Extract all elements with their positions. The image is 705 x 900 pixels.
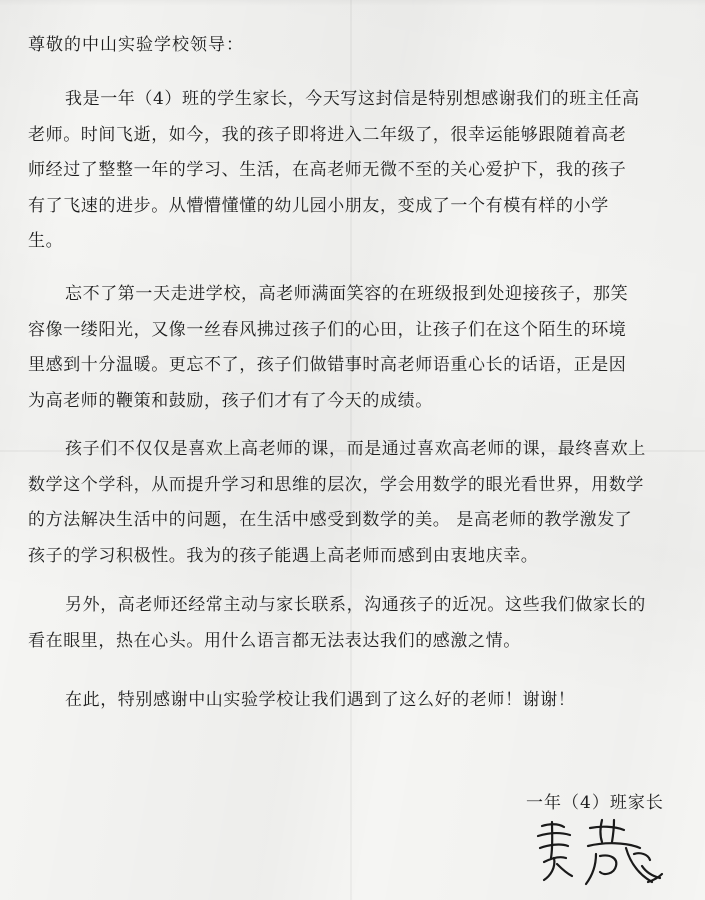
paragraph-line: 忘不了第一天走进学校，高老师满面笑容的在班级报到处迎接孩子，那笑 bbox=[65, 284, 629, 304]
paragraph-1 bbox=[28, 82, 668, 260]
paragraph-line: 里感到十分温暖。更忘不了，孩子们做错事时高老师语重心长的话语，正是因 bbox=[28, 355, 627, 375]
paragraph-2 bbox=[28, 277, 668, 419]
paragraph-line: 有了飞速的进步。从懵懵懂懂的幼儿园小朋友，变成了一个有模有样的小学 bbox=[28, 195, 609, 216]
paragraph-line: 的方法解决生活中的问题，在生活中感受到数学的美。 是高老师的教学激发了 bbox=[28, 510, 633, 530]
paragraph-line: 生。 bbox=[28, 231, 64, 251]
paragraph-line: 为高老师的鞭策和鼓励，孩子们才有了今天的成绩。 bbox=[28, 390, 433, 411]
paragraph-line: 我是一年（4）班的学生家长，今天写这封信是特别想感谢我们的班主任高 bbox=[65, 89, 640, 109]
paragraph-line: 老师。时间飞逝，如今，我的孩子即将进入二年级了，很幸运能够跟随着高老 bbox=[28, 124, 627, 145]
handwritten-signature-icon bbox=[530, 818, 670, 890]
paragraph-3 bbox=[28, 432, 668, 574]
paragraph-line: 数学这个学科，从而提升学习和思维的层次，学会用数学的眼光看世界，用数学 bbox=[28, 474, 644, 495]
paragraph-4 bbox=[28, 588, 668, 659]
paragraph-line: 容像一缕阳光，又像一丝春风拂过孩子们的心田，让孩子们在这个陌生的环境 bbox=[28, 319, 627, 340]
paragraph-5 bbox=[58, 683, 668, 719]
paragraph-line: 孩子的学习积极性。我为的孩子能遇上高老师而感到由衷地庆幸。 bbox=[28, 545, 539, 566]
paragraph-line: 孩子们不仅仅是喜欢上高老师的课，而是通过喜欢高老师的课，最终喜欢上 bbox=[65, 439, 646, 459]
paragraph-line: 另外，高老师还经常主动与家长联系，沟通孩子的近况。这些我们做家长的 bbox=[65, 595, 646, 615]
paragraph-line: 师经过了整整一年的学习、生活，在高老师无微不至的关心爱护下，我的孩子 bbox=[28, 160, 627, 180]
letter-salutation: 尊敬的中山实验学校领导： bbox=[28, 35, 244, 55]
letter-closing: 一年（4）班家长 bbox=[526, 793, 664, 813]
paragraph-line: 看在眼里，热在心头。用什么语言都无法表达我们的感激之情。 bbox=[28, 630, 521, 651]
paragraph-line: 在此，特别感谢中山实验学校让我们遇到了这么好的老师！谢谢！ bbox=[65, 690, 576, 710]
